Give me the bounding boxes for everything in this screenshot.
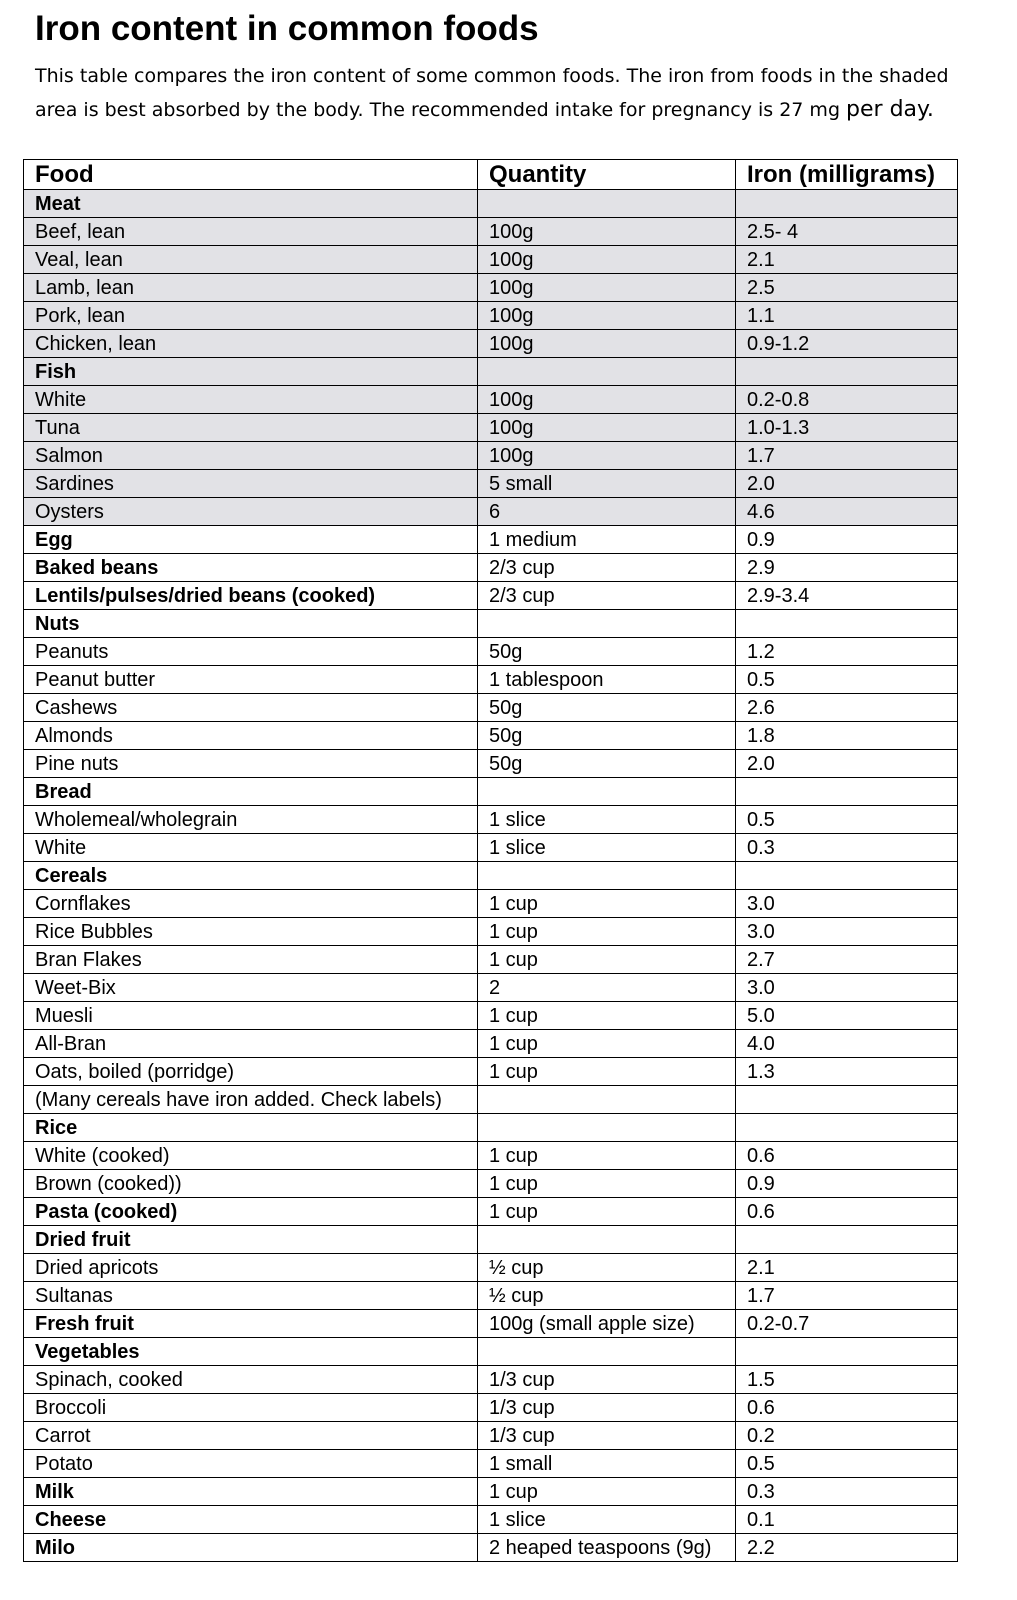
cell-food: Lentils/pulses/dried beans (cooked) xyxy=(24,582,478,610)
cell-quantity: 2 xyxy=(478,974,736,1002)
cell-iron xyxy=(736,778,958,806)
cell-iron: 2.1 xyxy=(736,246,958,274)
table-row xyxy=(24,1170,958,1198)
table-row xyxy=(24,302,958,330)
cell-food: Cashews xyxy=(24,694,478,722)
cell-food: Peanuts xyxy=(24,638,478,666)
cell-food: Chicken, lean xyxy=(24,330,478,358)
cell-food: Pasta (cooked) xyxy=(24,1198,478,1226)
cell-iron xyxy=(736,190,958,218)
table-row xyxy=(24,274,958,302)
cell-quantity: 100g xyxy=(478,442,736,470)
table-row xyxy=(24,386,958,414)
cell-iron: 0.2-0.7 xyxy=(736,1310,958,1338)
cell-food: Brown (cooked)) xyxy=(24,1170,478,1198)
table-row xyxy=(24,1450,958,1478)
cell-iron: 2.6 xyxy=(736,694,958,722)
cell-food: Bread xyxy=(24,778,478,806)
table-row xyxy=(24,1310,958,1338)
iron-content-table xyxy=(23,159,958,1562)
cell-iron: 0.3 xyxy=(736,834,958,862)
table-row xyxy=(24,834,958,862)
cell-quantity: 2/3 cup xyxy=(478,582,736,610)
cell-food: Wholemeal/wholegrain xyxy=(24,806,478,834)
cell-iron: 1.3 xyxy=(736,1058,958,1086)
cell-iron: 1.0-1.3 xyxy=(736,414,958,442)
table-row xyxy=(24,666,958,694)
cell-food: (Many cereals have iron added. Check labels) xyxy=(24,1086,478,1114)
cell-quantity: 1/3 cup xyxy=(478,1366,736,1394)
cell-quantity: 100g xyxy=(478,246,736,274)
cell-food: Dried fruit xyxy=(24,1226,478,1254)
cell-food: Spinach, cooked xyxy=(24,1366,478,1394)
cell-quantity: 1/3 cup xyxy=(478,1422,736,1450)
cell-iron: 1.2 xyxy=(736,638,958,666)
table-row xyxy=(24,470,958,498)
cell-iron: 5.0 xyxy=(736,1002,958,1030)
cell-quantity xyxy=(478,778,736,806)
cell-iron: 2.5 xyxy=(736,274,958,302)
cell-quantity: 1 small xyxy=(478,1450,736,1478)
cell-quantity xyxy=(478,1086,736,1114)
header-row xyxy=(24,160,958,190)
cell-food: Pork, lean xyxy=(24,302,478,330)
cell-quantity xyxy=(478,1226,736,1254)
cell-iron: 2.9-3.4 xyxy=(736,582,958,610)
cell-iron: 2.7 xyxy=(736,946,958,974)
cell-iron: 0.9 xyxy=(736,1170,958,1198)
table-row xyxy=(24,1422,958,1450)
cell-quantity: 1/3 cup xyxy=(478,1394,736,1422)
cell-iron: 1.7 xyxy=(736,442,958,470)
cell-food: Dried apricots xyxy=(24,1254,478,1282)
cell-quantity: 1 cup xyxy=(478,946,736,974)
table-row xyxy=(24,1086,958,1114)
cell-food: Weet-Bix xyxy=(24,974,478,1002)
cell-food: Vegetables xyxy=(24,1338,478,1366)
cell-iron xyxy=(736,1226,958,1254)
cell-quantity: 5 small xyxy=(478,470,736,498)
table-row xyxy=(24,1506,958,1534)
table-row xyxy=(24,1030,958,1058)
cell-quantity: ½ cup xyxy=(478,1254,736,1282)
cell-food: Muesli xyxy=(24,1002,478,1030)
cell-food: Pine nuts xyxy=(24,750,478,778)
table-row xyxy=(24,246,958,274)
table-row xyxy=(24,526,958,554)
cell-food: Almonds xyxy=(24,722,478,750)
cell-quantity: 6 xyxy=(478,498,736,526)
table-row xyxy=(24,1338,958,1366)
cell-iron xyxy=(736,610,958,638)
table-row xyxy=(24,1198,958,1226)
cell-iron: 2.2 xyxy=(736,1534,958,1562)
cell-quantity: 1 cup xyxy=(478,918,736,946)
table-body xyxy=(24,190,958,1562)
cell-quantity: 50g xyxy=(478,722,736,750)
cell-quantity: 1 cup xyxy=(478,1198,736,1226)
cell-quantity: 1 cup xyxy=(478,1142,736,1170)
intro-text: This table compares the iron content of some common foods. The iron from foods in the shaded area is best absorbed by the body. The recommended intake for pregnancy is 27 mg xyxy=(35,65,949,121)
cell-quantity xyxy=(478,1114,736,1142)
cell-iron: 0.5 xyxy=(736,806,958,834)
cell-iron: 1.1 xyxy=(736,302,958,330)
cell-iron: 3.0 xyxy=(736,890,958,918)
cell-food: Lamb, lean xyxy=(24,274,478,302)
cell-iron: 4.0 xyxy=(736,1030,958,1058)
cell-quantity: 100g (small apple size) xyxy=(478,1310,736,1338)
cell-iron: 0.1 xyxy=(736,1506,958,1534)
cell-iron: 0.6 xyxy=(736,1198,958,1226)
table-row xyxy=(24,974,958,1002)
cell-food: Beef, lean xyxy=(24,218,478,246)
cell-quantity: 50g xyxy=(478,750,736,778)
table-row xyxy=(24,442,958,470)
cell-quantity: 100g xyxy=(478,274,736,302)
cell-iron: 2.1 xyxy=(736,1254,958,1282)
cell-iron: 3.0 xyxy=(736,918,958,946)
cell-quantity: 1 tablespoon xyxy=(478,666,736,694)
cell-food: Sardines xyxy=(24,470,478,498)
table-row xyxy=(24,694,958,722)
table-row xyxy=(24,918,958,946)
cell-food: Egg xyxy=(24,526,478,554)
cell-iron: 1.8 xyxy=(736,722,958,750)
cell-iron: 0.6 xyxy=(736,1142,958,1170)
table-row xyxy=(24,414,958,442)
cell-quantity: ½ cup xyxy=(478,1282,736,1310)
intro-paragraph xyxy=(35,60,985,127)
table-row xyxy=(24,190,958,218)
table-row xyxy=(24,946,958,974)
table-row xyxy=(24,358,958,386)
cell-iron: 0.5 xyxy=(736,666,958,694)
cell-food: Cereals xyxy=(24,862,478,890)
table-row xyxy=(24,1366,958,1394)
cell-food: Fresh fruit xyxy=(24,1310,478,1338)
cell-food: Peanut butter xyxy=(24,666,478,694)
cell-quantity xyxy=(478,1338,736,1366)
cell-quantity xyxy=(478,190,736,218)
cell-food: White (cooked) xyxy=(24,1142,478,1170)
cell-food: White xyxy=(24,386,478,414)
table-row xyxy=(24,610,958,638)
cell-food: Carrot xyxy=(24,1422,478,1450)
table-row xyxy=(24,498,958,526)
cell-iron: 3.0 xyxy=(736,974,958,1002)
table-row xyxy=(24,1282,958,1310)
cell-food: Oysters xyxy=(24,498,478,526)
cell-food: White xyxy=(24,834,478,862)
cell-iron: 0.2 xyxy=(736,1422,958,1450)
cell-iron: 2.5- 4 xyxy=(736,218,958,246)
cell-iron: 0.3 xyxy=(736,1478,958,1506)
cell-food: Cornflakes xyxy=(24,890,478,918)
cell-quantity: 100g xyxy=(478,330,736,358)
cell-quantity xyxy=(478,610,736,638)
cell-iron: 1.5 xyxy=(736,1366,958,1394)
header-quantity: Quantity xyxy=(478,160,736,190)
cell-food: Sultanas xyxy=(24,1282,478,1310)
table-row xyxy=(24,638,958,666)
table-row xyxy=(24,722,958,750)
cell-iron xyxy=(736,1114,958,1142)
cell-food: Fish xyxy=(24,358,478,386)
cell-iron: 0.9-1.2 xyxy=(736,330,958,358)
header-food: Food xyxy=(24,160,478,190)
cell-food: Veal, lean xyxy=(24,246,478,274)
cell-iron xyxy=(736,1086,958,1114)
cell-food: Rice Bubbles xyxy=(24,918,478,946)
cell-iron: 2.9 xyxy=(736,554,958,582)
cell-iron: 2.0 xyxy=(736,470,958,498)
cell-quantity: 1 cup xyxy=(478,1030,736,1058)
cell-quantity: 2 heaped teaspoons (9g) xyxy=(478,1534,736,1562)
cell-quantity: 1 cup xyxy=(478,1170,736,1198)
cell-quantity: 100g xyxy=(478,414,736,442)
cell-food: Potato xyxy=(24,1450,478,1478)
cell-iron: 2.0 xyxy=(736,750,958,778)
header-iron: Iron (milligrams) xyxy=(736,160,958,190)
table-row xyxy=(24,582,958,610)
table-row xyxy=(24,1394,958,1422)
cell-iron: 4.6 xyxy=(736,498,958,526)
table-row xyxy=(24,330,958,358)
cell-iron xyxy=(736,862,958,890)
table-row xyxy=(24,750,958,778)
table-row xyxy=(24,1254,958,1282)
cell-food: Rice xyxy=(24,1114,478,1142)
table-row xyxy=(24,1226,958,1254)
cell-food: Bran Flakes xyxy=(24,946,478,974)
table-row xyxy=(24,1478,958,1506)
page-title: Iron content in common foods xyxy=(35,9,539,48)
table-row xyxy=(24,1142,958,1170)
table-row xyxy=(24,1114,958,1142)
cell-quantity: 1 cup xyxy=(478,1058,736,1086)
cell-iron: 0.9 xyxy=(736,526,958,554)
cell-quantity: 50g xyxy=(478,638,736,666)
cell-quantity: 1 cup xyxy=(478,1478,736,1506)
cell-quantity: 50g xyxy=(478,694,736,722)
cell-quantity: 2/3 cup xyxy=(478,554,736,582)
cell-quantity: 1 medium xyxy=(478,526,736,554)
cell-iron: 0.5 xyxy=(736,1450,958,1478)
table-row xyxy=(24,862,958,890)
cell-food: All-Bran xyxy=(24,1030,478,1058)
cell-quantity: 1 cup xyxy=(478,890,736,918)
cell-iron xyxy=(736,358,958,386)
cell-food: Milo xyxy=(24,1534,478,1562)
cell-quantity xyxy=(478,862,736,890)
cell-food: Baked beans xyxy=(24,554,478,582)
cell-food: Meat xyxy=(24,190,478,218)
cell-quantity: 100g xyxy=(478,386,736,414)
cell-food: Nuts xyxy=(24,610,478,638)
cell-quantity: 1 slice xyxy=(478,1506,736,1534)
cell-quantity: 100g xyxy=(478,218,736,246)
table-row xyxy=(24,1534,958,1562)
cell-food: Tuna xyxy=(24,414,478,442)
table-row xyxy=(24,218,958,246)
table-row xyxy=(24,1002,958,1030)
cell-food: Cheese xyxy=(24,1506,478,1534)
cell-food: Salmon xyxy=(24,442,478,470)
cell-iron xyxy=(736,1338,958,1366)
cell-food: Milk xyxy=(24,1478,478,1506)
cell-iron: 1.7 xyxy=(736,1282,958,1310)
cell-food: Oats, boiled (porridge) xyxy=(24,1058,478,1086)
cell-food: Broccoli xyxy=(24,1394,478,1422)
intro-text-end: per day. xyxy=(846,97,934,122)
table-row xyxy=(24,554,958,582)
cell-quantity xyxy=(478,358,736,386)
table-row xyxy=(24,1058,958,1086)
cell-iron: 0.6 xyxy=(736,1394,958,1422)
cell-quantity: 1 slice xyxy=(478,834,736,862)
cell-quantity: 1 cup xyxy=(478,1002,736,1030)
table-row xyxy=(24,778,958,806)
cell-quantity: 100g xyxy=(478,302,736,330)
table-row xyxy=(24,890,958,918)
cell-quantity: 1 slice xyxy=(478,806,736,834)
cell-iron: 0.2-0.8 xyxy=(736,386,958,414)
table-row xyxy=(24,806,958,834)
